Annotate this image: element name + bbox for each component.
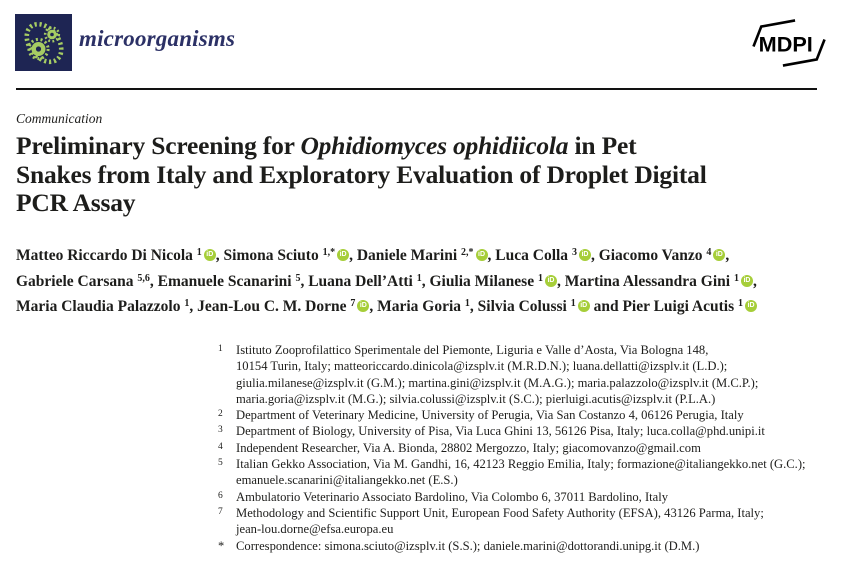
affiliation-line: emanuele.scanarini@italiangekko.net (E.S.) <box>236 473 458 488</box>
affiliation-line: Methodology and Scientific Support Unit, European Food Safety Authority (EFSA), 43126 Parma, Italy; <box>236 505 764 520</box>
author: Daniele Marini $^{2,*}$ iD <box>357 247 488 264</box>
author-affiliation-marker: 1 <box>464 298 470 309</box>
affiliation-text <box>236 440 832 456</box>
article-type: Communication <box>16 111 103 126</box>
affiliation-text <box>236 505 832 538</box>
orcid-icon[interactable]: iD <box>578 300 590 312</box>
affiliation-line: giulia.milanese@izsplv.it (G.M.); martina.gini@izsplv.it (M.A.G.); maria.palazzolo@izsplv.it (M.C.P.); <box>236 375 759 390</box>
title-line <box>16 132 822 161</box>
author-affiliation-marker: 1 <box>537 272 543 284</box>
affiliation-text <box>236 489 832 505</box>
affiliation-marker: * <box>218 538 225 553</box>
affiliation-text <box>236 456 832 489</box>
author-affiliation-marker: 2,* <box>461 247 474 258</box>
author: Martina Alessandra Gini $^1$ iD <box>565 273 753 290</box>
author-affiliation-marker: 1 <box>416 272 422 284</box>
orcid-icon[interactable]: iD <box>476 249 488 261</box>
author-affiliation-marker: 7 <box>350 298 356 309</box>
author: Silvia Colussi $^1$ iD <box>478 298 590 315</box>
affiliation-marker: 6 <box>218 490 223 501</box>
title-segment: in Pet <box>568 131 637 160</box>
author-affiliation-marker: 5 <box>295 272 301 284</box>
orcid-icon[interactable]: iD <box>545 275 557 287</box>
affiliation-list <box>218 342 832 554</box>
affiliation-marker: 4 <box>218 441 223 452</box>
affiliation <box>218 407 832 423</box>
author: Luca Colla $^3$ iD <box>495 247 591 264</box>
orcid-icon[interactable]: iD <box>741 275 753 287</box>
author-affiliation-marker: 1 <box>733 272 739 284</box>
affiliation-line: Istituto Zooprofilattico Sperimentale del Piemonte, Liguria e Valle d’Aosta, Via Bologna 148, <box>236 343 709 357</box>
affiliation <box>218 505 832 538</box>
author: Luana Dell’Atti $^1$ <box>308 272 422 290</box>
title-segment: PCR Assay <box>16 188 136 217</box>
author: Simona Sciuto $^{1,*}$ iD <box>224 247 350 264</box>
author-affiliation-marker: 3 <box>571 247 577 258</box>
author-affiliation-marker: 4 <box>706 247 712 258</box>
affiliation <box>218 489 832 505</box>
header-divider <box>16 88 817 90</box>
author-affiliation-marker: 1 <box>184 298 190 309</box>
orcid-icon[interactable]: iD <box>357 300 369 312</box>
author: Giacomo Vanzo $^4$ iD <box>599 247 726 264</box>
author-list: Matteo Riccardo Di Nicola $^1$ iD , Simona Sciuto $^{1,*}$ iD , Daniele Marini $^{2,*}$ iD , Luca Colla $^3$ iD , Giacomo Vanzo $^4$ iD , Gabriele Carsana $^{5,6}$, Emanuele Scanarini $^5$, Luana Dell’Atti $^1$, Giulia Milanese $^1$ iD , Martina Alessandra Gini $^1$ iD , Maria Claudia Palazzolo $^1$, Jean-Lou C. M. Dorne $^7$ iD , Maria Goria $^1$, Silvia Colussi $^1$ iD and Pier Luigi Acutis $^1$ iD <box>16 247 757 315</box>
orcid-icon[interactable]: iD <box>204 249 216 261</box>
affiliation-text <box>236 423 832 439</box>
affiliation-line: 10154 Turin, Italy; matteoriccardo.dinicola@izsplv.it (M.R.D.N.); luana.dellatti@izsplv.it (L.D.); <box>236 359 728 374</box>
author-affiliation-marker: 1 <box>196 247 202 258</box>
author-affiliation-marker: 1 <box>738 298 743 309</box>
affiliation-line: Italian Gekko Association, Via M. Gandhi, 16, 42123 Reggio Emilia, Italy; formazione@italiangekko.net (G.C.); <box>236 457 806 472</box>
title-line <box>16 161 822 190</box>
affiliation-line: maria.goria@izsplv.it (M.G.); silvia.colussi@izsplv.it (S.C.); pierluigi.acutis@izsplv.it (P.L.A.) <box>236 391 716 406</box>
affiliation-text <box>236 538 832 554</box>
mdpi-logo-label: MDPI <box>758 31 813 57</box>
title-segment: Snakes from Italy and Exploratory Evaluation of Droplet Digital <box>16 159 707 189</box>
author-affiliation-marker: 5,6 <box>137 272 150 284</box>
title-line <box>16 189 822 218</box>
author: Emanuele Scanarini $^5$ <box>157 272 301 290</box>
author-affiliation-marker: 1 <box>570 298 576 309</box>
mdpi-logo[interactable] <box>750 16 828 70</box>
author: Giulia Milanese $^1$ iD <box>429 273 557 290</box>
affiliation <box>218 342 832 407</box>
affiliation <box>218 440 832 456</box>
journal-name: microorganisms <box>79 26 236 51</box>
affiliation <box>218 538 832 554</box>
affiliation-marker: 2 <box>218 409 223 420</box>
author: Gabriele Carsana $^{5,6}$ <box>16 272 150 290</box>
orcid-icon[interactable]: iD <box>337 249 349 261</box>
author: Maria Goria $^1$ <box>377 298 470 315</box>
affiliation-line: jean-lou.dorne@efsa.europa.eu <box>236 522 394 537</box>
affiliation-marker: 1 <box>218 344 223 354</box>
author: Maria Claudia Palazzolo $^1$ <box>16 298 190 315</box>
orcid-icon[interactable]: iD <box>745 300 757 312</box>
author: Matteo Riccardo Di Nicola $^1$ iD <box>16 247 216 264</box>
article-title <box>16 132 822 218</box>
author-affiliation-marker: 1,* <box>322 247 336 258</box>
affiliation-line: Department of Veterinary Medicine, University of Perugia, Via San Costanzo 4, 06126 Perugia, Italy <box>236 408 744 423</box>
title-segment: Ophidiomyces ophidiicola <box>300 131 569 160</box>
orcid-icon[interactable]: iD <box>579 249 591 261</box>
affiliation-line: Correspondence: simona.sciuto@izsplv.it (S.S.); daniele.marini@dottorandi.unipg.it (D.M.) <box>236 538 700 553</box>
affiliation-text <box>236 407 832 423</box>
affiliation-marker: 7 <box>218 506 223 517</box>
affiliation <box>218 456 832 489</box>
affiliation-line: Ambulatorio Veterinario Associato Bardolino, Via Colombo 6, 37011 Bardolino, Italy <box>236 489 669 504</box>
journal-logo-microorganism-icon[interactable] <box>15 14 72 71</box>
affiliation-text <box>236 342 832 407</box>
author: Pier Luigi Acutis $^1$ iD <box>622 298 757 315</box>
affiliation <box>218 423 832 439</box>
author: Jean-Lou C. M. Dorne $^7$ iD <box>197 298 369 315</box>
affiliation-line: Department of Biology, University of Pisa, Via Luca Ghini 13, 56126 Pisa, Italy; luca.colla@phd.unipi.it <box>236 424 765 439</box>
title-segment: Preliminary Screening for <box>16 131 301 160</box>
affiliation-line: Independent Researcher, Via A. Bionda, 28802 Mergozzo, Italy; giacomovanzo@gmail.com <box>236 440 701 455</box>
orcid-icon[interactable]: iD <box>713 249 725 261</box>
affiliation-marker: 3 <box>218 425 223 436</box>
affiliation-marker: 5 <box>218 458 223 469</box>
